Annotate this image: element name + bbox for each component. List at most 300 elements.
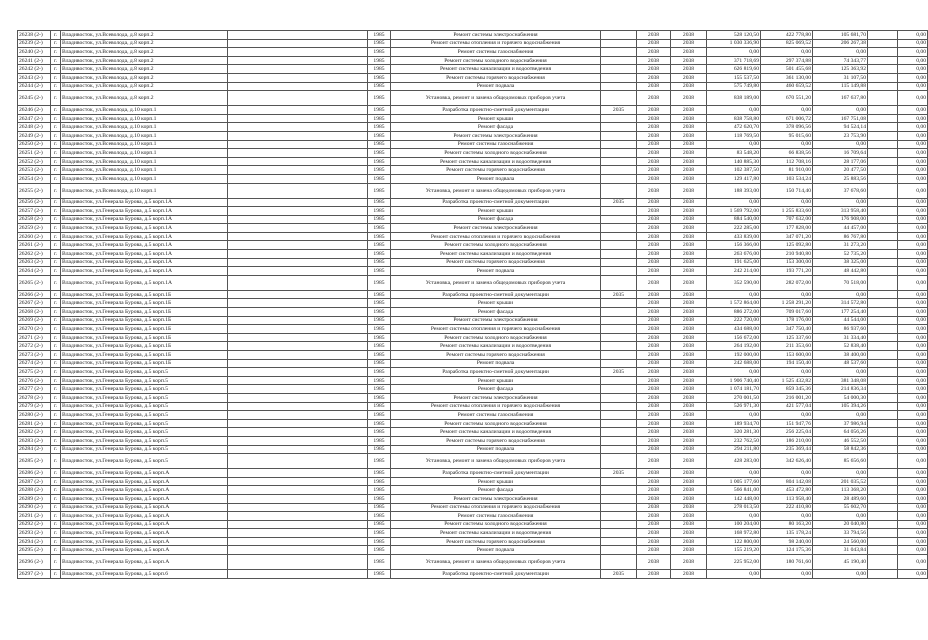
address-cell: Владивосток, ул.Генерала Бурова, д.5 корп.5 bbox=[61, 419, 228, 428]
build-year-cell: 1985 bbox=[368, 436, 391, 445]
table-row bbox=[18, 31, 928, 40]
blank-cell bbox=[228, 31, 368, 40]
start-year-cell: 2035 bbox=[601, 570, 637, 579]
address-cell: Владивосток, ул.Генерала Бурова, д.5 корп.А bbox=[61, 469, 228, 478]
other-cost-cell: 0,00 bbox=[898, 469, 928, 478]
blank-cell bbox=[868, 546, 898, 555]
owner-cost-cell: 25 883,56 bbox=[813, 174, 868, 183]
build-year-cell: 1985 bbox=[368, 308, 391, 317]
address-cell: Владивосток, ул.Генерала Бурова, д.5 корп.1А bbox=[61, 207, 228, 216]
start-year-cell bbox=[601, 428, 637, 437]
blank-cell bbox=[868, 82, 898, 91]
blank-cell bbox=[868, 39, 898, 48]
owner-cost-cell: 201 035,52 bbox=[813, 477, 868, 486]
other-cost-cell: 0,00 bbox=[898, 419, 928, 428]
address-cell: Владивосток, ул.Генерала Бурова, д.5 корп.5 bbox=[61, 393, 228, 402]
plan-year-cell: 2038 bbox=[637, 454, 671, 469]
total-cost-cell: 192 000,00 bbox=[707, 351, 761, 360]
owner-cost-cell: 31 107,50 bbox=[813, 73, 868, 82]
city-prefix-cell: г. bbox=[51, 91, 61, 106]
blank-cell bbox=[868, 267, 898, 276]
start-year-cell bbox=[601, 512, 637, 521]
total-cost-cell: 433 839,00 bbox=[707, 232, 761, 241]
plan-year-cell: 2038 bbox=[637, 267, 671, 276]
blank-cell bbox=[228, 82, 368, 91]
work-type-cell: Ремонт системы отопления и горячего водоснабжения bbox=[391, 503, 601, 512]
owner-cost-cell: 31 273,20 bbox=[813, 241, 868, 250]
work-type-cell: Ремонт системы газоснабжения bbox=[391, 140, 601, 149]
other-cost-cell: 0,00 bbox=[898, 157, 928, 166]
row-id-cell: 26295 (2-) bbox=[18, 546, 51, 555]
city-prefix-cell: г. bbox=[51, 570, 61, 579]
total-cost-cell: 155 219,20 bbox=[707, 546, 761, 555]
table-row bbox=[18, 166, 928, 175]
total-cost-cell: 1 906 740,40 bbox=[707, 376, 761, 385]
row-id-cell: 26256 (2-) bbox=[18, 198, 51, 207]
blank-cell bbox=[228, 376, 368, 385]
work-type-cell: Ремонт подвала bbox=[391, 82, 601, 91]
owner-cost-cell: 31 334,40 bbox=[813, 333, 868, 342]
blank-cell bbox=[228, 140, 368, 149]
fund-cost-cell: 707 632,00 bbox=[761, 215, 813, 224]
total-cost-cell: 0,00 bbox=[707, 512, 761, 521]
plan-year-cell: 2038 bbox=[637, 503, 671, 512]
address-cell: Владивосток, ул.Генерала Бурова, д.5 корп.1Б bbox=[61, 290, 228, 299]
address-cell: Владивосток, ул.Генерала Бурова, д.5 корп.А bbox=[61, 503, 228, 512]
blank-cell bbox=[868, 183, 898, 198]
end-year-cell: 2038 bbox=[671, 73, 707, 82]
work-type-cell: Разработка проектно-сметной документации bbox=[391, 106, 601, 115]
total-cost-cell: 242 688,00 bbox=[707, 359, 761, 368]
owner-cost-cell: 85 656,60 bbox=[813, 454, 868, 469]
start-year-cell bbox=[601, 393, 637, 402]
work-type-cell: Установка, ремонт и замена общедомовых приборов учета bbox=[391, 275, 601, 290]
total-cost-cell: 0,00 bbox=[707, 368, 761, 377]
fund-cost-cell: 193 771,20 bbox=[761, 267, 813, 276]
end-year-cell: 2038 bbox=[671, 428, 707, 437]
city-prefix-cell: г. bbox=[51, 299, 61, 308]
plan-year-cell: 2038 bbox=[637, 445, 671, 454]
blank-cell bbox=[228, 267, 368, 276]
other-cost-cell: 0,00 bbox=[898, 316, 928, 325]
blank-cell bbox=[228, 174, 368, 183]
city-prefix-cell: г. bbox=[51, 232, 61, 241]
work-type-cell: Ремонт подвала bbox=[391, 359, 601, 368]
fund-cost-cell: 0,00 bbox=[761, 140, 813, 149]
blank-cell bbox=[228, 503, 368, 512]
work-type-cell: Ремонт фасада bbox=[391, 123, 601, 132]
plan-year-cell: 2038 bbox=[637, 325, 671, 334]
table-row bbox=[18, 512, 928, 521]
address-cell: Владивосток, ул.Всеволода, д.10 корп.1 bbox=[61, 106, 228, 115]
address-cell: Владивосток, ул.Генерала Бурова, д.5 корп.1А bbox=[61, 250, 228, 259]
address-cell: Владивосток, ул.Всеволода, д.8 корп.2 bbox=[61, 56, 228, 65]
blank-cell bbox=[868, 469, 898, 478]
city-prefix-cell: г. bbox=[51, 537, 61, 546]
owner-cost-cell: 58 842,36 bbox=[813, 445, 868, 454]
row-id-cell: 26248 (2-) bbox=[18, 123, 51, 132]
blank-cell bbox=[868, 232, 898, 241]
work-type-cell: Ремонт фасада bbox=[391, 385, 601, 394]
build-year-cell: 1985 bbox=[368, 512, 391, 521]
work-type-cell: Ремонт системы горячего водоснабжения bbox=[391, 351, 601, 360]
build-year-cell: 1985 bbox=[368, 183, 391, 198]
table-row bbox=[18, 215, 928, 224]
total-cost-cell: 1 005 177,60 bbox=[707, 477, 761, 486]
other-cost-cell: 0,00 bbox=[898, 333, 928, 342]
row-id-cell: 26268 (2-) bbox=[18, 308, 51, 317]
owner-cost-cell: 0,00 bbox=[813, 48, 868, 57]
row-id-cell: 26266 (2-) bbox=[18, 290, 51, 299]
table-row bbox=[18, 174, 928, 183]
fund-cost-cell: 804 142,08 bbox=[761, 477, 813, 486]
fund-cost-cell: 670 551,20 bbox=[761, 91, 813, 106]
table-row bbox=[18, 91, 928, 106]
end-year-cell: 2038 bbox=[671, 342, 707, 351]
city-prefix-cell: г. bbox=[51, 65, 61, 74]
city-prefix-cell: г. bbox=[51, 224, 61, 233]
other-cost-cell: 0,00 bbox=[898, 123, 928, 132]
start-year-cell bbox=[601, 503, 637, 512]
blank-cell bbox=[228, 494, 368, 503]
table-row bbox=[18, 411, 928, 420]
owner-cost-cell: 31 043,84 bbox=[813, 546, 868, 555]
city-prefix-cell: г. bbox=[51, 342, 61, 351]
row-id-cell: 26255 (2-) bbox=[18, 183, 51, 198]
end-year-cell: 2038 bbox=[671, 31, 707, 40]
end-year-cell: 2038 bbox=[671, 224, 707, 233]
total-cost-cell: 0,00 bbox=[707, 48, 761, 57]
end-year-cell: 2038 bbox=[671, 290, 707, 299]
owner-cost-cell: 54 000,30 bbox=[813, 393, 868, 402]
fund-cost-cell: 194 150,40 bbox=[761, 359, 813, 368]
build-year-cell: 1985 bbox=[368, 299, 391, 308]
owner-cost-cell: 206 267,38 bbox=[813, 39, 868, 48]
other-cost-cell: 0,00 bbox=[898, 215, 928, 224]
blank-cell bbox=[228, 149, 368, 158]
blank-cell bbox=[228, 385, 368, 394]
city-prefix-cell: г. bbox=[51, 207, 61, 216]
city-prefix-cell: г. bbox=[51, 325, 61, 334]
owner-cost-cell: 0,00 bbox=[813, 469, 868, 478]
fund-cost-cell: 347 071,20 bbox=[761, 232, 813, 241]
blank-cell bbox=[868, 275, 898, 290]
fund-cost-cell: 256 225,04 bbox=[761, 428, 813, 437]
blank-cell bbox=[868, 198, 898, 207]
work-type-cell: Ремонт фасада bbox=[391, 308, 601, 317]
build-year-cell: 1985 bbox=[368, 342, 391, 351]
build-year-cell: 1985 bbox=[368, 477, 391, 486]
row-id-cell: 26244 (2-) bbox=[18, 82, 51, 91]
blank-cell bbox=[228, 546, 368, 555]
work-type-cell: Разработка проектно-сметной документации bbox=[391, 290, 601, 299]
other-cost-cell: 0,00 bbox=[898, 299, 928, 308]
address-cell: Владивосток, ул.Всеволода, д.10 корп.1 bbox=[61, 149, 228, 158]
end-year-cell: 2038 bbox=[671, 232, 707, 241]
start-year-cell bbox=[601, 73, 637, 82]
other-cost-cell: 0,00 bbox=[898, 393, 928, 402]
table-row bbox=[18, 250, 928, 259]
owner-cost-cell: 177 254,40 bbox=[813, 308, 868, 317]
owner-cost-cell: 0,00 bbox=[813, 368, 868, 377]
row-id-cell: 26275 (2-) bbox=[18, 368, 51, 377]
start-year-cell bbox=[601, 232, 637, 241]
total-cost-cell: 100 204,00 bbox=[707, 520, 761, 529]
city-prefix-cell: г. bbox=[51, 157, 61, 166]
work-type-cell: Ремонт системы канализации и водоотведения bbox=[391, 65, 601, 74]
end-year-cell: 2038 bbox=[671, 325, 707, 334]
build-year-cell: 1985 bbox=[368, 166, 391, 175]
address-cell: Владивосток, ул.Генерала Бурова, д.5 корп.А bbox=[61, 486, 228, 495]
work-type-cell: Ремонт крыши bbox=[391, 114, 601, 123]
total-cost-cell: 225 952,00 bbox=[707, 555, 761, 570]
blank-cell bbox=[868, 48, 898, 57]
blank-cell bbox=[228, 570, 368, 579]
row-id-cell: 26249 (2-) bbox=[18, 131, 51, 140]
build-year-cell: 1985 bbox=[368, 82, 391, 91]
plan-year-cell: 2038 bbox=[637, 215, 671, 224]
total-cost-cell: 575 749,80 bbox=[707, 82, 761, 91]
other-cost-cell: 0,00 bbox=[898, 402, 928, 411]
blank-cell bbox=[228, 342, 368, 351]
other-cost-cell: 0,00 bbox=[898, 65, 928, 74]
city-prefix-cell: г. bbox=[51, 31, 61, 40]
city-prefix-cell: г. bbox=[51, 402, 61, 411]
start-year-cell bbox=[601, 342, 637, 351]
owner-cost-cell: 37 678,60 bbox=[813, 183, 868, 198]
total-cost-cell: 434 688,00 bbox=[707, 325, 761, 334]
owner-cost-cell: 48 537,60 bbox=[813, 359, 868, 368]
start-year-cell: 2035 bbox=[601, 368, 637, 377]
blank-cell bbox=[228, 529, 368, 538]
work-type-cell: Ремонт системы электроснабжения bbox=[391, 31, 601, 40]
blank-cell bbox=[868, 555, 898, 570]
city-prefix-cell: г. bbox=[51, 198, 61, 207]
start-year-cell bbox=[601, 402, 637, 411]
owner-cost-cell: 105 394,26 bbox=[813, 402, 868, 411]
table-row bbox=[18, 123, 928, 132]
start-year-cell bbox=[601, 224, 637, 233]
end-year-cell: 2038 bbox=[671, 368, 707, 377]
work-type-cell: Ремонт системы холодного водоснабжения bbox=[391, 419, 601, 428]
plan-year-cell: 2038 bbox=[637, 232, 671, 241]
address-cell: Владивосток, ул.Генерала Бурова, д.5 корп.А bbox=[61, 555, 228, 570]
total-cost-cell: 0,00 bbox=[707, 140, 761, 149]
blank-cell bbox=[228, 351, 368, 360]
blank-cell bbox=[868, 325, 898, 334]
table-row bbox=[18, 316, 928, 325]
city-prefix-cell: г. bbox=[51, 333, 61, 342]
work-type-cell: Ремонт системы холодного водоснабжения bbox=[391, 56, 601, 65]
work-type-cell: Ремонт подвала bbox=[391, 445, 601, 454]
owner-cost-cell: 381 348,08 bbox=[813, 376, 868, 385]
end-year-cell: 2038 bbox=[671, 48, 707, 57]
work-type-cell: Ремонт системы холодного водоснабжения bbox=[391, 520, 601, 529]
other-cost-cell: 0,00 bbox=[898, 56, 928, 65]
fund-cost-cell: 1 255 833,60 bbox=[761, 207, 813, 216]
blank-cell bbox=[228, 258, 368, 267]
city-prefix-cell: г. bbox=[51, 106, 61, 115]
blank-cell bbox=[228, 224, 368, 233]
address-cell: Владивосток, ул.Генерала Бурова, д.5 корп.1А bbox=[61, 232, 228, 241]
total-cost-cell: 838 189,00 bbox=[707, 91, 761, 106]
blank-cell bbox=[868, 376, 898, 385]
blank-cell bbox=[868, 316, 898, 325]
fund-cost-cell: 235 369,44 bbox=[761, 445, 813, 454]
plan-year-cell: 2038 bbox=[637, 114, 671, 123]
plan-year-cell: 2038 bbox=[637, 166, 671, 175]
address-cell: Владивосток, ул.Всеволода, д.10 корп.1 bbox=[61, 183, 228, 198]
row-id-cell: 26269 (2-) bbox=[18, 316, 51, 325]
plan-year-cell: 2038 bbox=[637, 31, 671, 40]
fund-cost-cell: 1 258 291,20 bbox=[761, 299, 813, 308]
start-year-cell bbox=[601, 48, 637, 57]
address-cell: Владивосток, ул.Генерала Бурова, д.5 корп.1Б bbox=[61, 333, 228, 342]
other-cost-cell: 0,00 bbox=[898, 411, 928, 420]
start-year-cell bbox=[601, 56, 637, 65]
build-year-cell: 1985 bbox=[368, 520, 391, 529]
start-year-cell bbox=[601, 333, 637, 342]
table-row bbox=[18, 183, 928, 198]
total-cost-cell: 270 001,50 bbox=[707, 393, 761, 402]
owner-cost-cell: 94 524,14 bbox=[813, 123, 868, 132]
fund-cost-cell: 347 750,40 bbox=[761, 325, 813, 334]
row-id-cell: 26288 (2-) bbox=[18, 486, 51, 495]
table-row bbox=[18, 342, 928, 351]
address-cell: Владивосток, ул.Генерала Бурова, д.5 корп.1Б bbox=[61, 308, 228, 317]
end-year-cell: 2038 bbox=[671, 546, 707, 555]
table-row bbox=[18, 73, 928, 82]
build-year-cell: 1985 bbox=[368, 215, 391, 224]
start-year-cell bbox=[601, 436, 637, 445]
row-id-cell: 26278 (2-) bbox=[18, 393, 51, 402]
city-prefix-cell: г. bbox=[51, 290, 61, 299]
build-year-cell: 1985 bbox=[368, 385, 391, 394]
row-id-cell: 26282 (2-) bbox=[18, 428, 51, 437]
owner-cost-cell: 20 040,80 bbox=[813, 520, 868, 529]
fund-cost-cell: 0,00 bbox=[761, 411, 813, 420]
fund-cost-cell: 825 069,52 bbox=[761, 39, 813, 48]
blank-cell bbox=[868, 503, 898, 512]
blank-cell bbox=[868, 241, 898, 250]
table-row bbox=[18, 299, 928, 308]
owner-cost-cell: 0,00 bbox=[813, 411, 868, 420]
city-prefix-cell: г. bbox=[51, 529, 61, 538]
plan-year-cell: 2038 bbox=[637, 359, 671, 368]
city-prefix-cell: г. bbox=[51, 56, 61, 65]
end-year-cell: 2038 bbox=[671, 183, 707, 198]
fund-cost-cell: 98 240,00 bbox=[761, 537, 813, 546]
blank-cell bbox=[228, 469, 368, 478]
blank-cell bbox=[228, 477, 368, 486]
other-cost-cell: 0,00 bbox=[898, 140, 928, 149]
start-year-cell bbox=[601, 454, 637, 469]
row-id-cell: 26267 (2-) bbox=[18, 299, 51, 308]
total-cost-cell: 122 800,00 bbox=[707, 537, 761, 546]
end-year-cell: 2038 bbox=[671, 275, 707, 290]
build-year-cell: 1985 bbox=[368, 250, 391, 259]
row-id-cell: 26247 (2-) bbox=[18, 114, 51, 123]
blank-cell bbox=[228, 65, 368, 74]
work-type-cell: Установка, ремонт и замена общедомовых приборов учета bbox=[391, 91, 601, 106]
other-cost-cell: 0,00 bbox=[898, 385, 928, 394]
work-type-cell: Разработка проектно-сметной документации bbox=[391, 198, 601, 207]
blank-cell bbox=[228, 48, 368, 57]
table-row bbox=[18, 106, 928, 115]
plan-year-cell: 2038 bbox=[637, 224, 671, 233]
row-id-cell: 26274 (2-) bbox=[18, 359, 51, 368]
city-prefix-cell: г. bbox=[51, 411, 61, 420]
city-prefix-cell: г. bbox=[51, 546, 61, 555]
total-cost-cell: 884 540,00 bbox=[707, 215, 761, 224]
city-prefix-cell: г. bbox=[51, 241, 61, 250]
table-row bbox=[18, 529, 928, 538]
plan-year-cell: 2038 bbox=[637, 82, 671, 91]
end-year-cell: 2038 bbox=[671, 454, 707, 469]
end-year-cell: 2038 bbox=[671, 503, 707, 512]
other-cost-cell: 0,00 bbox=[898, 267, 928, 276]
row-id-cell: 26239 (2-) bbox=[18, 39, 51, 48]
total-cost-cell: 0,00 bbox=[707, 290, 761, 299]
fund-cost-cell: 0,00 bbox=[761, 198, 813, 207]
address-cell: Владивосток, ул.Генерала Бурова, д.5 корп.1Б bbox=[61, 299, 228, 308]
table-row bbox=[18, 402, 928, 411]
blank-cell bbox=[868, 368, 898, 377]
city-prefix-cell: г. bbox=[51, 275, 61, 290]
row-id-cell: 26253 (2-) bbox=[18, 166, 51, 175]
plan-year-cell: 2038 bbox=[637, 428, 671, 437]
blank-cell bbox=[228, 232, 368, 241]
build-year-cell: 1985 bbox=[368, 316, 391, 325]
address-cell: Владивосток, ул.Всеволода, д.10 корп.1 bbox=[61, 114, 228, 123]
other-cost-cell: 0,00 bbox=[898, 520, 928, 529]
blank-cell bbox=[868, 385, 898, 394]
row-id-cell: 26250 (2-) bbox=[18, 140, 51, 149]
plan-year-cell: 2038 bbox=[637, 258, 671, 267]
address-cell: Владивосток, ул.Всеволода, д.10 корп.1 bbox=[61, 157, 228, 166]
other-cost-cell: 0,00 bbox=[898, 131, 928, 140]
owner-cost-cell: 0,00 bbox=[813, 512, 868, 521]
table-row bbox=[18, 82, 928, 91]
owner-cost-cell: 176 908,00 bbox=[813, 215, 868, 224]
blank-cell bbox=[868, 290, 898, 299]
work-type-cell: Ремонт системы горячего водоснабжения bbox=[391, 436, 601, 445]
blank-cell bbox=[868, 477, 898, 486]
fund-cost-cell: 103 534,24 bbox=[761, 174, 813, 183]
table-row bbox=[18, 241, 928, 250]
fund-cost-cell: 150 714,40 bbox=[761, 183, 813, 198]
other-cost-cell: 0,00 bbox=[898, 512, 928, 521]
city-prefix-cell: г. bbox=[51, 140, 61, 149]
address-cell: Владивосток, ул.Генерала Бурова, д.5 корп.5 bbox=[61, 454, 228, 469]
work-type-cell: Ремонт системы электроснабжения bbox=[391, 131, 601, 140]
owner-cost-cell: 37 986,94 bbox=[813, 419, 868, 428]
end-year-cell: 2038 bbox=[671, 157, 707, 166]
start-year-cell bbox=[601, 258, 637, 267]
fund-cost-cell: 178 176,00 bbox=[761, 316, 813, 325]
works-register-table bbox=[17, 30, 928, 579]
table-row bbox=[18, 445, 928, 454]
fund-cost-cell: 421 577,04 bbox=[761, 402, 813, 411]
fund-cost-cell: 709 017,60 bbox=[761, 308, 813, 317]
fund-cost-cell: 211 353,60 bbox=[761, 342, 813, 351]
end-year-cell: 2038 bbox=[671, 494, 707, 503]
fund-cost-cell: 210 940,80 bbox=[761, 250, 813, 259]
address-cell: Владивосток, ул.Генерала Бурова, д.5 корп.5 bbox=[61, 428, 228, 437]
other-cost-cell: 0,00 bbox=[898, 503, 928, 512]
other-cost-cell: 0,00 bbox=[898, 546, 928, 555]
blank-cell bbox=[868, 65, 898, 74]
